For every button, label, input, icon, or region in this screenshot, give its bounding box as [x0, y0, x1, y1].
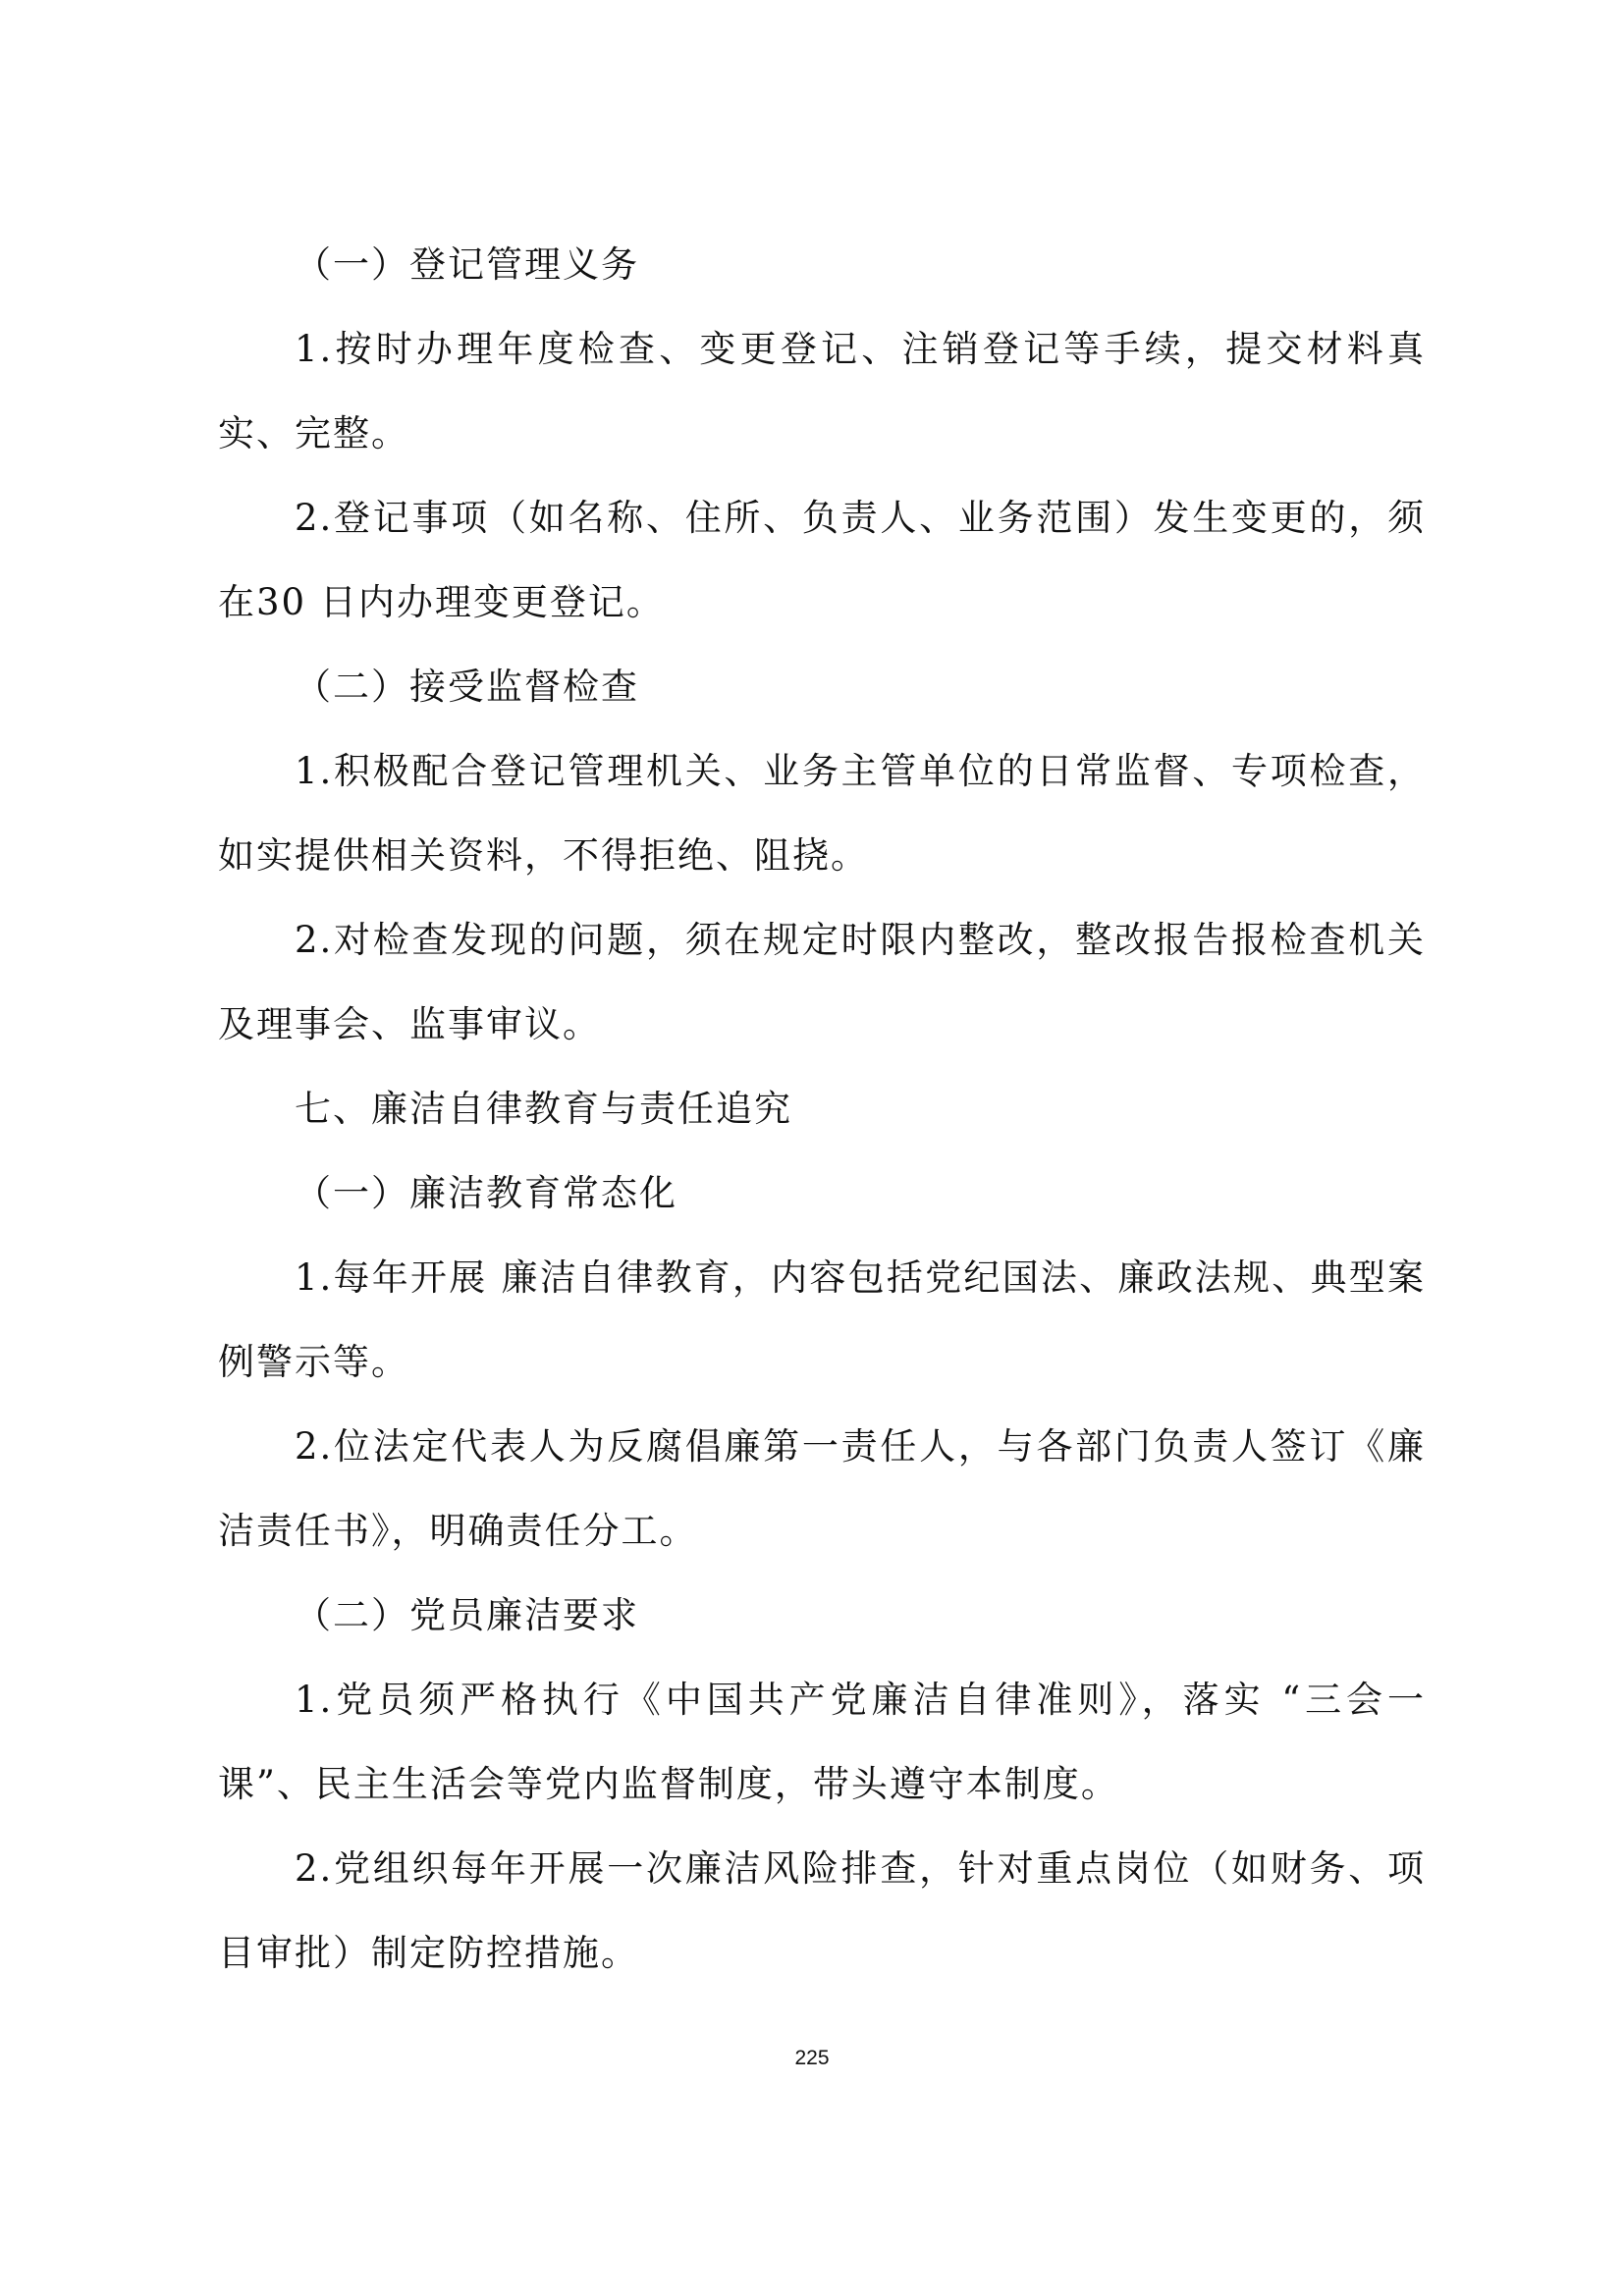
chapter-heading: 七、廉洁自律教育与责任追究	[295, 1088, 792, 1130]
section-heading: （二）党员廉洁要求	[295, 1594, 639, 1636]
paragraph: 2.登记事项（如名称、住所、负责人、业务范围）发生变更的，须在30 日内办理变更登记。	[218, 497, 1426, 623]
paragraph: 2.位法定代表人为反腐倡廉第一责任人，与各部门负责人签订《廉洁责任书》，明确责任分工。	[218, 1425, 1426, 1552]
page-number: 225	[794, 2047, 830, 2069]
paragraph: 1.积极配合登记管理机关、业务主管单位的日常监督、专项检查，如实提供相关资料，不得拒绝、阻挠。	[218, 750, 1426, 877]
paragraph: 1.按时办理年度检查、变更登记、注销登记等手续，提交材料真实、完整。	[218, 328, 1426, 454]
paragraph: 1.每年开展 廉洁自律教育，内容包括党纪国法、廉政法规、典型案例警示等。	[218, 1256, 1426, 1383]
section-heading: （二）接受监督检查	[295, 666, 639, 708]
section-heading: （一）廉洁教育常态化	[295, 1172, 677, 1214]
paragraph: 2.对检查发现的问题，须在规定时限内整改，整改报告报检查机关及理事会、监事审议。	[218, 919, 1426, 1045]
section-heading: （一）登记管理义务	[295, 243, 639, 286]
paragraph: 2.党组织每年开展一次廉洁风险排查，针对重点岗位（如财务、项目审批）制定防控措施。	[218, 1847, 1426, 1974]
document-body	[218, 223, 1426, 1996]
paragraph: 1.党员须严格执行《中国共产党廉洁自律准则》，落实 “三会一课”、民主生活会等党内监督制度，带头遵守本制度。	[218, 1679, 1426, 1805]
